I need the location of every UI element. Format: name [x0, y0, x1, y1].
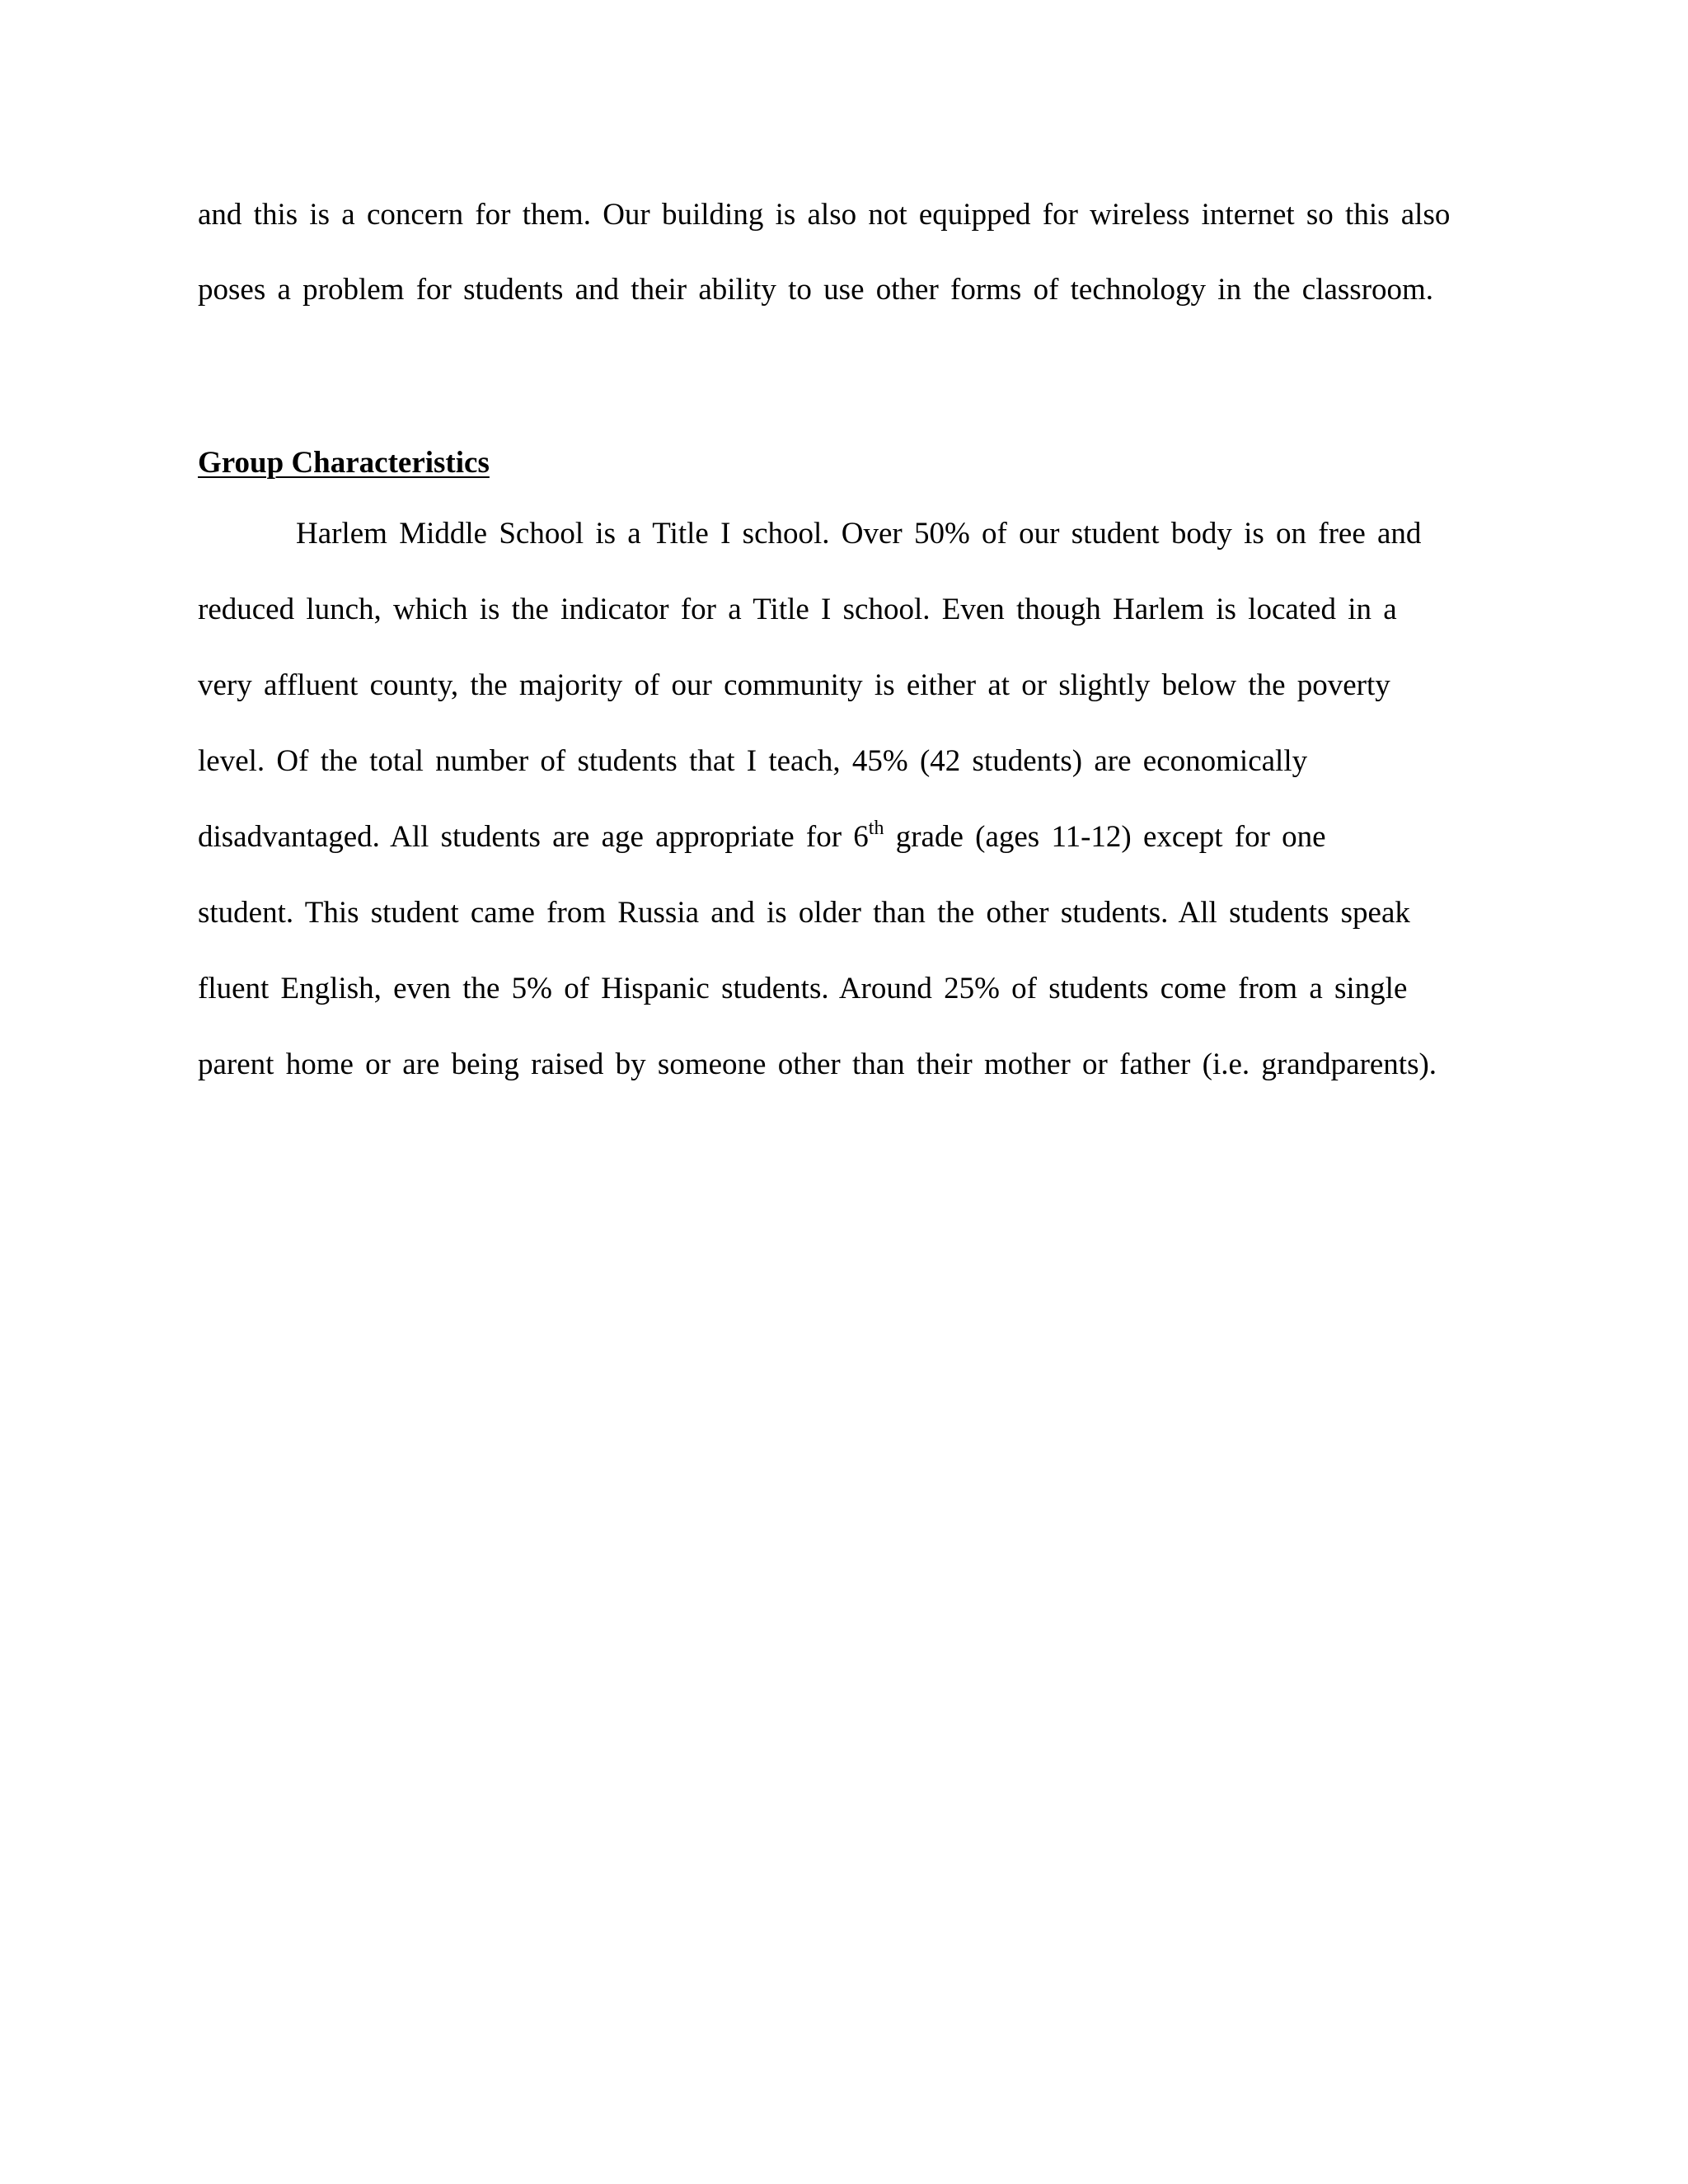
paragraph-line-7: fluent English, even the 5% of Hispanic students. Around 25% of students come from a single [198, 972, 1408, 1005]
intro-line-1: and this is a concern for them. Our building is also not equipped for wireless internet so this also [198, 198, 1451, 232]
intro-line-2: poses a problem for students and their ability to use other forms of technology in the classroom. [198, 273, 1434, 307]
paragraph-line-5 [198, 819, 1326, 855]
paragraph-line-3: very affluent county, the majority of our community is either at or slightly below the poverty [198, 668, 1390, 702]
paragraph-line-6: student. This student came from Russia and is older than the other students. All students speak [198, 896, 1410, 930]
paragraph-line-4: level. Of the total number of students that I teach, 45% (42 students) are economically [198, 744, 1308, 778]
paragraph-line-2: reduced lunch, which is the indicator for a Title I school. Even though Harlem is located in a [198, 593, 1397, 626]
paragraph-line-1: Harlem Middle School is a Title I school. Over 50% of our student body is on free and [296, 517, 1422, 551]
ordinal-superscript: th [868, 817, 884, 839]
paragraph-line-5-before: disadvantaged. All students are age appropriate for 6 [198, 820, 869, 854]
section-heading: Group Characteristics [198, 446, 490, 480]
paragraph-line-5-after: grade (ages 11-12) except for one [884, 820, 1326, 854]
paragraph-line-8: parent home or are being raised by someone other than their mother or father (i.e. grandparents). [198, 1047, 1437, 1081]
